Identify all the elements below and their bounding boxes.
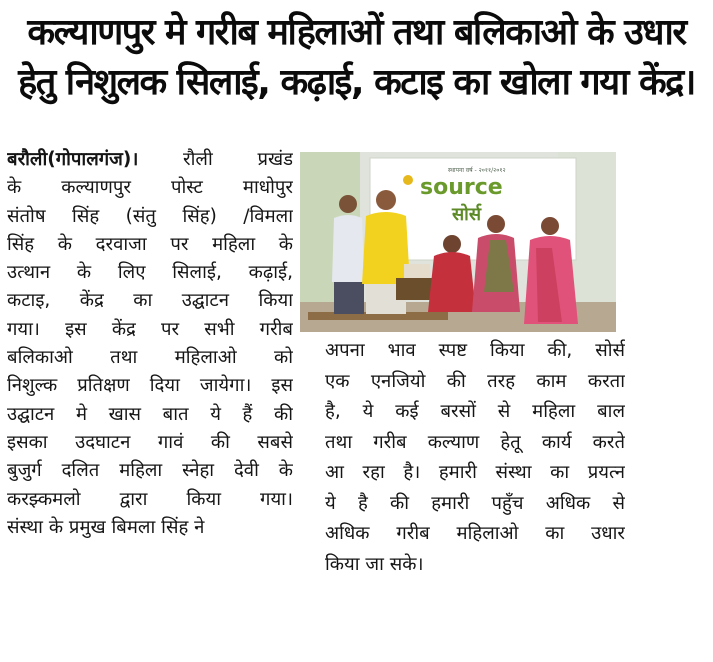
headline bbox=[6, 8, 707, 108]
body-line: निशुल्क प्रतिक्षण दिया जायेगा। इस bbox=[7, 375, 293, 397]
body-line: सिंह के दरवाजा पर महिला के bbox=[7, 233, 293, 255]
dateline: बरौली(गोपालगंज)। bbox=[7, 149, 139, 170]
body-line: एक एनजियो की तरह काम करता bbox=[325, 370, 625, 392]
article-column-left bbox=[7, 146, 293, 542]
person-head bbox=[443, 235, 461, 253]
body-line-text: रौली प्रखंड bbox=[138, 149, 293, 170]
body-line: किया जा सके। bbox=[325, 553, 424, 575]
body-line: ये है की हमारी पहुँच अधिक से bbox=[325, 492, 625, 514]
banner-top-text: स्थापना वर्ष - २०११/२०१२ bbox=[448, 167, 506, 174]
article-column-right bbox=[325, 336, 625, 580]
person-red-sari bbox=[428, 252, 476, 312]
person-trousers bbox=[334, 282, 364, 314]
body-line: अपना भाव स्पष्ट किया की, सोर्स bbox=[325, 340, 625, 361]
body-line bbox=[7, 146, 293, 174]
body-line: है, ये कई बरसों से महिला बाल bbox=[325, 401, 625, 422]
body-line: संतोष सिंह (संतु सिंह) /विमला bbox=[7, 205, 293, 227]
body-line: बुजुर्ग दलित महिला स्नेहा देवी के bbox=[7, 460, 293, 482]
sewing-machine-top bbox=[404, 264, 430, 278]
person-white-shirt bbox=[332, 215, 364, 282]
person-head bbox=[339, 195, 357, 213]
body-line: उत्थान के लिए सिलाई, कढ़ाई, bbox=[7, 262, 293, 284]
headline-line-1: कल्याणपुर मे गरीब महिलाओं तथा बलिकाओ के उधार bbox=[27, 12, 686, 53]
body-line: उद्घाटन मे खास बात ये हैं की bbox=[7, 403, 293, 425]
body-line: कटाइ, केंद्र का उद्घाटन किया bbox=[7, 290, 293, 312]
body-line: बलिकाओ तथा महिलाओ को bbox=[7, 347, 293, 369]
body-line: संस्था के प्रमुख बिमला सिंह ने bbox=[7, 516, 205, 538]
body-line: इसका उदघाटन गावं की सबसे bbox=[7, 431, 293, 453]
person-yellow-shirt bbox=[362, 212, 410, 284]
headline-line-2: हेतु निशुलक सिलाई, कढ़ाई, कटाइ का खोला गया केंद्र। bbox=[18, 62, 695, 103]
banner-logo-icon bbox=[403, 175, 413, 185]
person-head bbox=[487, 215, 505, 233]
banner-subtitle: सोर्स bbox=[452, 204, 481, 225]
body-line: अधिक गरीब महिलाओ का उधार bbox=[325, 523, 625, 544]
banner-title: source bbox=[420, 175, 503, 200]
body-line: गया। इस केंद्र पर सभी गरीब bbox=[7, 318, 293, 340]
article-photo bbox=[300, 152, 616, 332]
photo-illustration bbox=[300, 152, 616, 332]
body-line: करझ्कमलो द्वारा किया गया। bbox=[7, 488, 293, 510]
body-line: के कल्याणपुर पोस्ट माधोपुर bbox=[7, 177, 293, 199]
body-line: आ रहा है। हमारी संस्था का प्रयत्न bbox=[325, 462, 625, 483]
person-head bbox=[541, 217, 559, 235]
person-head bbox=[376, 190, 396, 210]
body-line: तथा गरीब कल्याण हेतू कार्य करते bbox=[325, 431, 625, 453]
